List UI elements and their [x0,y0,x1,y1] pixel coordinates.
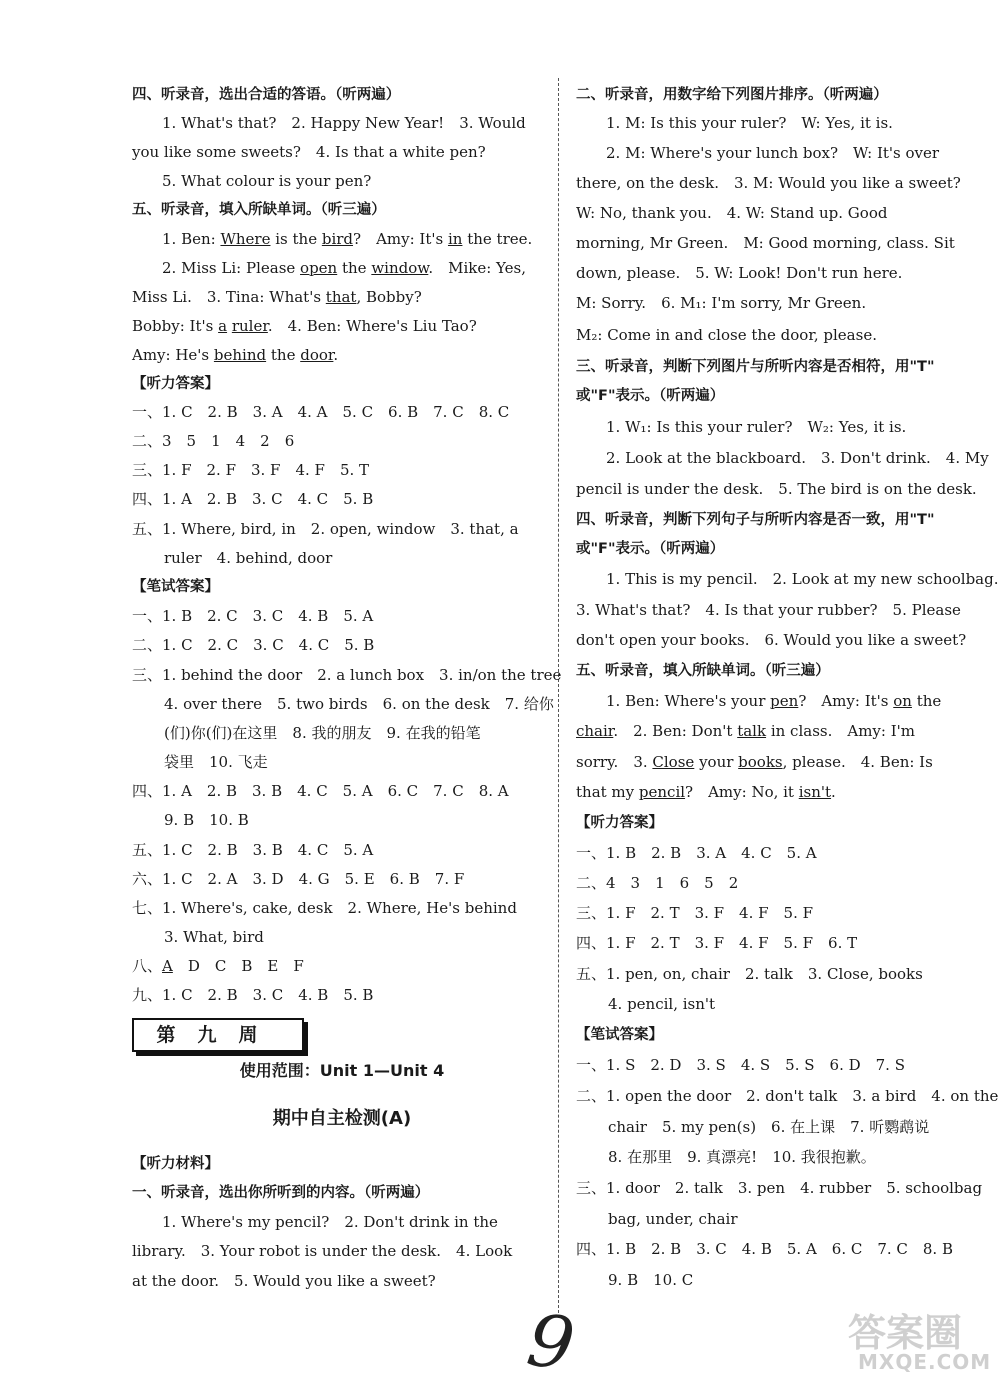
answer-line: 五、1. C 2. B 3. B 4. C 5. A [132,841,374,859]
text-line: chair. 2. Ben: Don't talk in class. Amy: I'm [576,722,915,740]
answer-line: 五、1. pen, on, chair 2. talk 3. Close, books [576,965,923,983]
test-title: 期中自主检测(A) [272,1108,412,1129]
text-line: 2. M: Where's your lunch box? W: It's over [606,144,940,162]
text-line: there, on the desk. 3. M: Would you like a sweet? [576,174,961,192]
answer-line: 二、1. C 2. C 3. C 4. C 5. B [132,636,375,654]
text-line: 1. This is my pencil. 2. Look at my new schoolbag. [606,570,999,588]
text-line: W: No, thank you. 4. W: Stand up. Good [576,204,888,222]
text-line: M₂: Come in and close the door, please. [576,326,877,344]
answer-line: 袋里 10. 飞走 [164,753,268,771]
text-line: at the door. 5. Would you like a sweet? [132,1272,436,1290]
answer-line: 四、1. A 2. B 3. B 4. C 5. A 6. C 7. C 8. A [132,782,509,800]
answer-line: bag, under, chair [608,1210,738,1228]
answer-line: 九、1. C 2. B 3. C 4. B 5. B [132,986,374,1004]
written-answers-heading: 【笔试答案】 [576,1027,663,1043]
usage-scope: 使用范围：Unit 1—Unit 4 [239,1061,445,1080]
text-line: pencil is under the desk. 5. The bird is on the desk. [576,480,977,498]
answer-line: 四、1. B 2. B 3. C 4. B 5. A 6. C 7. C 8. B [576,1240,953,1258]
answer-line: 9. B 10. B [164,811,249,829]
answer-line: 一、1. B 2. B 3. A 4. C 5. A [576,844,817,862]
answer-line: 八、A D C B E F [132,957,304,975]
answer-line: 六、1. C 2. A 3. D 4. G 5. E 6. B 7. F [132,870,465,888]
text-line: Miss Li. 3. Tina: What's that, Bobby? [132,288,422,306]
answer-line: 一、1. B 2. C 3. C 4. B 5. A [132,607,374,625]
answer-line: 一、1. S 2. D 3. S 4. S 5. S 6. D 7. S [576,1056,905,1074]
section-heading: 四、听录音，判断下列句子与所听内容是否一致，用"T" [576,512,935,528]
section-heading: 五、听录音，填入所缺单词。（听三遍） [132,202,386,218]
answer-line: (们)你(们)在这里 8. 我的朋友 9. 在我的铅笔 [164,724,481,742]
section-heading: 一、听录音，选出你所听到的内容。（听两遍） [132,1185,430,1201]
answer-line: chair 5. my pen(s) 6. 在上课 7. 听鹦鹉说 [608,1118,930,1136]
answer-line: 二、4 3 1 6 5 2 [576,874,739,892]
section-heading: 四、听录音，选出合适的答语。（听两遍） [132,87,401,103]
text-line: 5. What colour is your pen? [162,172,372,190]
watermark-text: 答案圈 [848,1311,963,1355]
text-line: don't open your books. 6. Would you like a sweet? [576,631,967,649]
answer-line: 8. 在那里 9. 真漂亮! 10. 我很抱歉。 [608,1148,876,1166]
text-line: 3. What's that? 4. Is that your rubber? 5. Please [576,601,961,619]
text-line: 2. Look at the blackboard. 3. Don't drink. 4. My [606,449,989,467]
page-number: 9 [522,1297,580,1387]
answer-line: 4. pencil, isn't [608,995,716,1013]
text-line: 1. Ben: Where is the bird? Amy: It's in the tree. [162,230,533,248]
text-line: morning, Mr Green. M: Good morning, class. Sit [576,234,955,252]
text-line: 1. Ben: Where's your pen? Amy: It's on the [606,692,942,710]
answer-line: 3. What, bird [164,928,264,946]
listening-answers-heading: 【听力答案】 [132,376,219,392]
text-line: 1. M: Is this your ruler? W: Yes, it is. [606,114,893,132]
answer-line: 一、1. C 2. B 3. A 4. A 5. C 6. B 7. C 8. C [132,403,510,421]
listening-material-heading: 【听力材料】 [132,1156,219,1172]
section-heading: 五、听录音，填入所缺单词。（听三遍） [576,663,830,679]
text-line: Amy: He's behind the door. [132,346,339,364]
section-heading: 三、听录音，判断下列图片与所听内容是否相符，用"T" [576,359,935,375]
section-heading: 二、听录音，用数字给下列图片排序。（听两遍） [576,87,888,103]
text-line: 1. W₁: Is this your ruler? W₂: Yes, it is. [606,418,907,436]
answer-line: 三、1. F 2. T 3. F 4. F 5. F [576,904,814,922]
week-label: 第九周 [132,1018,304,1052]
answer-line: ruler 4. behind, door [164,549,333,567]
text-line: you like some sweets? 4. Is that a white pen? [132,143,486,161]
answer-line: 四、1. F 2. T 3. F 4. F 5. F 6. T [576,934,858,952]
answer-line: 七、1. Where's, cake, desk 2. Where, He's behind [132,899,517,917]
answer-line: 9. B 10. C [608,1271,694,1289]
answer-line: 4. over there 5. two birds 6. on the desk 7. 给你 [164,695,554,713]
watermark-url: MXQE.COM [858,1350,992,1374]
section-heading: 或"F"表示。（听两遍） [576,541,725,557]
answer-line: 四、1. A 2. B 3. C 4. C 5. B [132,490,374,508]
answer-line: 三、1. door 2. talk 3. pen 4. rubber 5. schoolbag [576,1179,983,1197]
text-line: 2. Miss Li: Please open the window. Mike: Yes, [162,259,526,277]
answer-line: 二、1. open the door 2. don't talk 3. a bird 4. on the [576,1087,999,1105]
answer-line: 五、1. Where, bird, in 2. open, window 3. that, a [132,520,519,538]
text-line: that my pencil? Amy: No, it isn't. [576,783,836,801]
text-line: down, please. 5. W: Look! Don't run here. [576,264,903,282]
section-heading: 或"F"表示。（听两遍） [576,388,725,404]
watermark-logo [844,1302,994,1382]
column-divider [558,78,559,1318]
text-line: 1. What's that? 2. Happy New Year! 3. Would [162,114,526,132]
text-line: Bobby: It's a ruler. 4. Ben: Where's Liu Tao? [132,317,477,335]
answer-line: 二、3 5 1 4 2 6 [132,432,295,450]
listening-answers-heading: 【听力答案】 [576,815,663,831]
text-line: M: Sorry. 6. M₁: I'm sorry, Mr Green. [576,294,867,312]
answer-line: 三、1. F 2. F 3. F 4. F 5. T [132,461,370,479]
text-line: library. 3. Your robot is under the desk. 4. Look [132,1242,513,1260]
answer-line: 三、1. behind the door 2. a lunch box 3. in/on the tree [132,666,562,684]
text-line: sorry. 3. Close your books, please. 4. Ben: Is [576,753,933,771]
text-line: 1. Where's my pencil? 2. Don't drink in the [162,1213,498,1231]
written-answers-heading: 【笔试答案】 [132,579,219,595]
